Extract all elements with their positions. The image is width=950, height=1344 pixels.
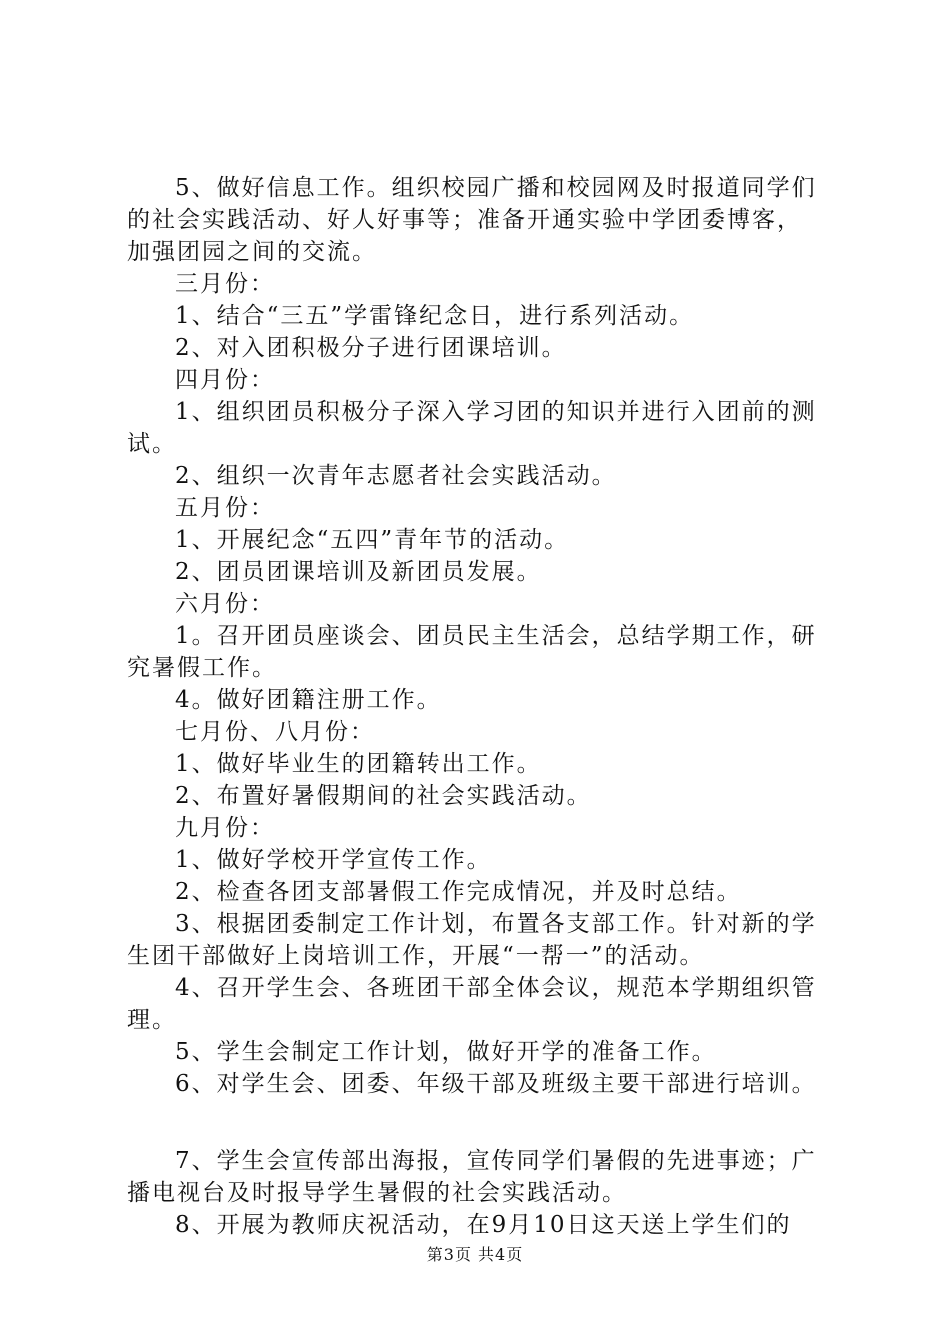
paragraph-line: 2、对入团积极分子进行团课培训。	[175, 335, 567, 361]
paragraph-line: 4、召开学生会、各班团干部全体会议，规范本学期组织管	[175, 975, 817, 1001]
paragraph-line: 6、对学生会、团委、年级干部及班级主要干部进行培训。	[175, 1071, 817, 1097]
document-body	[127, 172, 827, 1241]
paragraph-line: 2、团员团课培训及新团员发展。	[175, 559, 542, 585]
paragraph-line: 1、做好学校开学宣传工作。	[175, 847, 492, 873]
paragraph-line: 2、布置好暑假期间的社会实践活动。	[175, 783, 592, 809]
section-heading: 四月份：	[175, 367, 275, 393]
paragraph-line: 2、组织一次青年志愿者社会实践活动。	[175, 463, 617, 489]
paragraph-line: 1、组织团员积极分子深入学习团的知识并进行入团前的测	[175, 399, 817, 425]
paragraph-line: 的社会实践活动、好人好事等；准备开通实验中学团委博客，	[127, 207, 802, 233]
paragraph-line: 8、开展为教师庆祝活动，在9月10日这天送上学生们的	[175, 1212, 792, 1238]
paragraph-line: 3、根据团委制定工作计划，布置各支部工作。针对新的学	[175, 911, 817, 937]
paragraph-line: 1、开展纪念“五四”青年节的活动。	[175, 527, 570, 553]
paragraph-line: 究暑假工作。	[127, 655, 277, 681]
paragraph-gap	[127, 1100, 827, 1145]
section-heading: 五月份：	[175, 495, 275, 521]
paragraph-line: 1、结合“三五”学雷锋纪念日，进行系列活动。	[175, 303, 695, 329]
paragraph-line: 1。召开团员座谈会、团员民主生活会，总结学期工作，研	[175, 623, 817, 649]
paragraph-line: 试。	[127, 431, 177, 457]
paragraph-line: 1、做好毕业生的团籍转出工作。	[175, 751, 542, 777]
paragraph-line: 5、做好信息工作。组织校园广播和校园网及时报道同学们	[175, 175, 817, 201]
paragraph-line: 播电视台及时报导学生暑假的社会实践活动。	[127, 1180, 627, 1206]
paragraph-line: 7、学生会宣传部出海报，宣传同学们暑假的先进事迹；广	[175, 1148, 817, 1174]
section-heading: 七月份、八月份：	[175, 719, 375, 745]
paragraph-line: 5、学生会制定工作计划，做好开学的准备工作。	[175, 1039, 717, 1065]
section-heading: 九月份：	[175, 815, 275, 841]
paragraph-line: 加强团园之间的交流。	[127, 239, 377, 265]
paragraph-line: 2、检查各团支部暑假工作完成情况，并及时总结。	[175, 879, 742, 905]
paragraph-line: 4。做好团籍注册工作。	[175, 687, 442, 713]
paragraph-line: 生团干部做好上岗培训工作，开展“一帮一”的活动。	[127, 943, 705, 969]
page-number-footer: 第3页 共4页	[426, 1245, 524, 1264]
section-heading: 六月份：	[175, 591, 275, 617]
section-heading: 三月份：	[175, 271, 275, 297]
paragraph-line: 理。	[127, 1007, 177, 1033]
